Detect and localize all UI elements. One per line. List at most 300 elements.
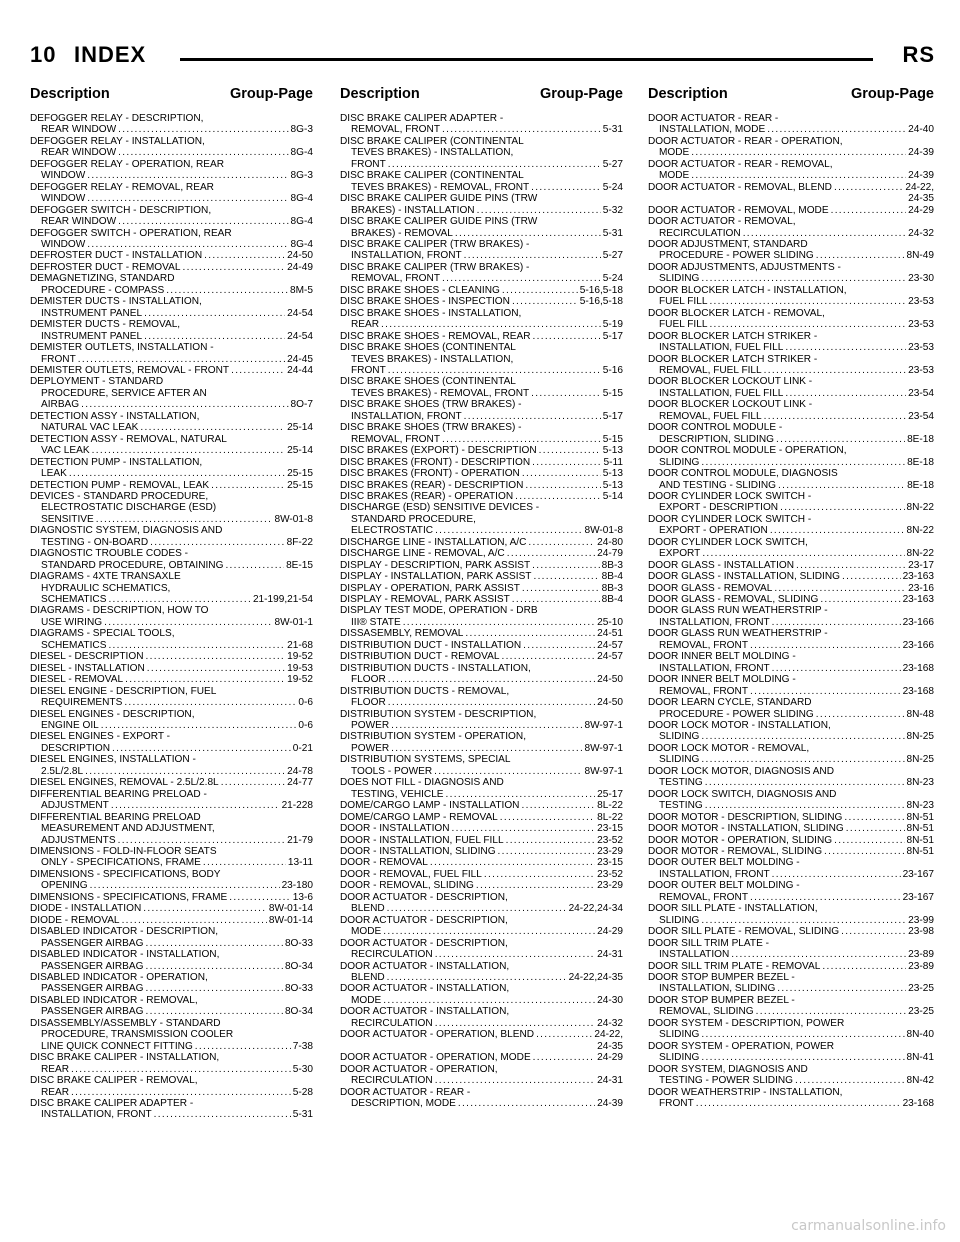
dot-leader <box>118 835 286 846</box>
entry-page-ref: 25-14 <box>287 422 313 434</box>
entry-first-line <box>648 812 934 823</box>
entry-page-ref: 8B-3 <box>601 559 623 571</box>
entry-first-line <box>340 571 623 582</box>
entry-continuation-line <box>30 1029 313 1040</box>
entry-page-ref: 8N-51 <box>906 823 934 835</box>
dot-leader <box>147 663 285 674</box>
entry-first-line <box>648 674 934 685</box>
entry-first-line <box>30 674 313 685</box>
entry-continuation-line <box>30 594 313 605</box>
entry-page-ref: 25-10 <box>597 616 623 628</box>
dot-leader <box>166 285 288 296</box>
entry-page-ref: 8E-18 <box>907 433 934 445</box>
entry-continuation-line <box>648 663 934 674</box>
entry-page-ref: 8O-34 <box>284 960 313 972</box>
entry-continuation-line <box>648 124 934 135</box>
index-entry <box>30 892 313 903</box>
entry-continuation-line <box>340 124 623 135</box>
entry-first-line <box>30 789 313 800</box>
entry-page-ref: 24-80 <box>597 536 623 548</box>
dot-leader <box>391 743 582 754</box>
entry-first-line <box>340 331 623 342</box>
entry-continuation-line <box>648 319 934 330</box>
entry-continuation-line <box>30 537 313 548</box>
entry-first-line <box>340 709 623 720</box>
entry-continuation-line <box>340 159 623 170</box>
entry-first-line <box>648 1041 934 1052</box>
entry-first-line <box>648 205 934 216</box>
entry-page-ref: 24-22, <box>594 1029 623 1041</box>
index-entry <box>340 731 623 754</box>
entry-first-line <box>340 560 623 571</box>
index-entry <box>648 285 934 308</box>
entry-first-line <box>648 605 934 616</box>
entry-first-line <box>648 972 934 983</box>
entry-first-line <box>340 628 623 639</box>
index-entry <box>30 674 313 685</box>
entry-text: FRONT <box>41 353 76 365</box>
entry-page-ref: 8O-33 <box>284 983 313 995</box>
dot-leader <box>446 789 596 800</box>
index-entry <box>340 216 623 239</box>
entry-text: RECIRCULATION <box>351 1075 433 1087</box>
index-entry <box>30 136 313 159</box>
entry-continuation-line <box>648 1075 934 1086</box>
entry-page-ref: 8N-23 <box>906 800 934 812</box>
index-entry <box>30 113 313 136</box>
entry-first-line <box>30 548 313 559</box>
index-entry <box>30 491 313 525</box>
entry-text: FUEL FILL <box>659 296 708 308</box>
index-entry <box>340 1064 623 1087</box>
entry-page-ref: 8L-22 <box>597 800 623 812</box>
dot-leader <box>536 1029 592 1040</box>
entry-first-line <box>648 926 934 937</box>
group-page-header: Group-Page <box>851 86 934 102</box>
entry-page-ref: 8G-3 <box>290 124 313 136</box>
entry-text: DISC BRAKES (REAR) - OPERATION <box>340 490 514 502</box>
entry-continuation-line <box>30 422 313 433</box>
entry-text: DOOR LOCK MOTOR, DIAGNOSIS AND <box>648 765 835 777</box>
dot-leader <box>844 812 904 823</box>
index-entry <box>30 319 313 342</box>
entry-text: DOOR ACTUATOR - REAR - <box>340 1086 471 1098</box>
entry-text: PROCEDURE, SERVICE AFTER AN <box>41 387 207 399</box>
entry-text: DOOR - REMOVAL <box>340 857 428 869</box>
index-entry <box>648 926 934 937</box>
index-entry <box>30 548 313 571</box>
dot-leader <box>822 961 906 972</box>
index-entry <box>648 205 934 216</box>
entry-text: MEASUREMENT AND ADJUSTMENT, <box>41 823 215 835</box>
dot-leader <box>111 800 280 811</box>
entry-page-ref: 23-25 <box>908 1006 934 1018</box>
entry-text: DOOR WEATHERSTRIP - INSTALLATION, <box>648 1086 843 1098</box>
entry-first-line <box>340 823 623 834</box>
entry-continuation-line <box>648 411 934 422</box>
entry-first-line <box>30 949 313 960</box>
entry-page-ref: 24-78 <box>287 765 313 777</box>
entry-continuation-line <box>340 525 623 536</box>
dot-leader <box>388 674 595 685</box>
dot-leader <box>701 754 904 765</box>
entry-first-line <box>340 605 623 616</box>
entry-text: DISABLED INDICATOR - REMOVAL, <box>30 994 198 1006</box>
entry-text: DOOR GLASS RUN WEATHERSTRIP - <box>648 628 828 640</box>
entry-text: REMOVAL, FUEL FILL <box>659 410 762 422</box>
index-entry <box>30 995 313 1018</box>
entry-text: ADJUSTMENT <box>41 800 109 812</box>
entry-page-ref: 5-16,5-18 <box>579 296 623 308</box>
entry-first-line <box>30 846 313 857</box>
entry-text: DOOR ACTUATOR - INSTALLATION, <box>340 960 510 972</box>
entry-continuation-line <box>648 640 934 651</box>
entry-text: REMOVAL, FRONT <box>351 433 440 445</box>
entry-first-line <box>340 548 623 559</box>
dot-leader <box>144 331 285 342</box>
entry-continuation-line <box>648 731 934 742</box>
entry-text: DOOR BLOCKER LATCH STRIKER - <box>648 353 818 365</box>
entry-first-line <box>30 376 313 387</box>
entry-first-line <box>648 491 934 502</box>
index-entry <box>648 812 934 823</box>
dot-leader <box>816 709 905 720</box>
entry-continuation-line <box>340 228 623 239</box>
entry-text: DEMISTER OUTLETS, INSTALLATION - <box>30 342 214 354</box>
entry-text: DISTRIBUTION DUCTS - REMOVAL, <box>340 685 510 697</box>
index-entry <box>648 1064 934 1087</box>
entry-text: ENGINE OIL <box>41 720 99 732</box>
entry-text: DISSASEMBLY, REMOVAL <box>340 628 464 640</box>
entry-first-line <box>340 399 623 410</box>
entry-first-line <box>648 583 934 594</box>
description-header: Description <box>340 86 420 102</box>
entry-page-ref: 8W-01-8 <box>584 525 623 537</box>
entry-text: DOOR CONTROL MODULE - OPERATION, <box>648 445 847 457</box>
index-entry <box>30 273 313 296</box>
dot-leader <box>125 674 285 685</box>
entry-first-line <box>648 285 934 296</box>
entry-first-line <box>648 594 934 605</box>
entry-page-ref: 25-15 <box>287 468 313 480</box>
entry-page-ref: 24-30 <box>597 994 623 1006</box>
entry-first-line <box>340 296 623 307</box>
entry-continuation-line <box>648 365 934 376</box>
entry-first-line <box>30 296 313 307</box>
dot-leader <box>767 124 906 135</box>
entry-page-ref: 24-39 <box>908 170 934 182</box>
entry-page-ref: 8W-01-14 <box>268 903 313 915</box>
entry-text: DOME/CARGO LAMP - INSTALLATION <box>340 800 520 812</box>
entry-page-ref: 23-89 <box>908 949 934 961</box>
entry-page-ref: 23-53 <box>908 296 934 308</box>
entry-first-line <box>30 491 313 502</box>
entry-text: DOOR MOTOR - INSTALLATION, SLIDING <box>648 823 844 835</box>
index-entry <box>340 491 623 502</box>
dot-leader <box>87 193 288 204</box>
entry-text: AND TESTING - SLIDING <box>659 479 777 491</box>
entry-first-line <box>340 857 623 868</box>
index-entry <box>30 228 313 251</box>
entry-text: DISC BRAKE CALIPER (CONTINENTAL <box>340 135 524 147</box>
entry-text: DOOR - REMOVAL, FUEL FILL <box>340 868 482 880</box>
entry-text: DIAGNOSTIC TROUBLE CODES - <box>30 548 188 560</box>
entry-first-line <box>648 445 934 456</box>
entry-continuation-line <box>30 468 313 479</box>
entry-continuation-line <box>340 674 623 685</box>
entry-text: DISC BRAKE CALIPER (TRW BRAKES) - <box>340 261 530 273</box>
entry-page-ref: 24-31 <box>597 1075 623 1087</box>
entry-text: DOOR MOTOR - OPERATION, SLIDING <box>648 834 833 846</box>
dot-leader <box>442 124 601 135</box>
entry-text: DOOR CONTROL MODULE, DIAGNOSIS <box>648 468 838 480</box>
entry-page-ref: 23-54 <box>908 410 934 422</box>
index-entry <box>30 754 313 777</box>
index-column-2 <box>340 86 623 1109</box>
entry-text: SLIDING <box>659 456 700 468</box>
entry-first-line <box>340 983 623 994</box>
entry-text: DISABLED INDICATOR - DESCRIPTION, <box>30 926 219 938</box>
entry-text: DIODE - REMOVAL <box>30 914 120 926</box>
entry-text: ELECTROSTATIC DISCHARGE (ESD) <box>41 502 217 514</box>
dot-leader <box>118 124 288 135</box>
entry-page-ref: 24-50 <box>597 697 623 709</box>
entry-text: DOOR BLOCKER LATCH STRIKER - <box>648 330 818 342</box>
entry-first-line <box>648 514 934 525</box>
entry-continuation-line <box>30 857 313 868</box>
index-entry <box>340 445 623 456</box>
entry-first-line <box>340 892 623 903</box>
entry-text: BLEND <box>351 903 385 915</box>
dot-leader <box>442 434 601 445</box>
entry-first-line <box>648 113 934 124</box>
dot-leader <box>477 205 601 216</box>
entry-first-line <box>30 995 313 1006</box>
entry-text: DESCRIPTION, MODE <box>351 1097 456 1109</box>
entry-text: DOOR ACTUATOR - OPERATION, MODE <box>340 1052 531 1064</box>
dot-leader <box>92 445 286 456</box>
dot-leader <box>521 800 595 811</box>
entry-page-ref: 23-16 <box>908 582 934 594</box>
entry-page-ref: 23-53 <box>908 319 934 331</box>
entry-text: DEFROSTER DUCT - INSTALLATION <box>30 250 203 262</box>
entry-page-ref: 5-31 <box>292 1109 313 1121</box>
entry-continuation-line <box>340 434 623 445</box>
index-entry <box>648 445 934 468</box>
entry-text: REMOVAL, SLIDING <box>659 1006 754 1018</box>
entry-page-ref: 5-11 <box>603 456 623 468</box>
entry-text: DEMISTER OUTLETS, REMOVAL - FRONT <box>30 364 230 376</box>
entry-first-line <box>340 445 623 456</box>
index-entry <box>648 514 934 537</box>
entry-page-ref: 8B-4 <box>601 571 623 583</box>
entry-page-ref: 5-13 <box>602 445 623 457</box>
entry-page-ref: 23-17 <box>908 559 934 571</box>
entry-first-line <box>648 995 934 1006</box>
entry-continuation-line <box>340 1098 623 1109</box>
index-entry <box>340 296 623 307</box>
entry-first-line <box>30 972 313 983</box>
entry-text: ADJUSTMENTS <box>41 834 116 846</box>
dot-leader <box>381 319 601 330</box>
entry-continuation-line <box>648 709 934 720</box>
entry-text: DIAGRAMS - SPECIAL TOOLS, <box>30 628 175 640</box>
entry-text: DOOR LEARN CYCLE, STANDARD <box>648 697 812 709</box>
dot-leader <box>525 480 600 491</box>
entry-text: DISCHARGE LINE - REMOVAL, A/C <box>340 548 505 560</box>
entry-first-line <box>340 216 623 227</box>
entry-page-ref: 23-163 <box>902 594 934 606</box>
dot-leader <box>539 445 601 456</box>
entry-text: INSTRUMENT PANEL <box>41 307 143 319</box>
entry-text: DOOR ADJUSTMENT, STANDARD <box>648 238 808 250</box>
entry-continuation-line <box>648 250 934 261</box>
index-entry <box>648 537 934 560</box>
entry-page-ref: 8O-34 <box>284 1006 313 1018</box>
index-entry <box>30 663 313 674</box>
dot-leader <box>816 250 905 261</box>
entry-continuation-line <box>648 388 934 399</box>
entry-page-ref: 24-40 <box>908 124 934 136</box>
entry-page-ref: 8N-22 <box>906 502 934 514</box>
dot-leader <box>195 1041 291 1052</box>
entry-continuation-line <box>340 972 623 983</box>
entry-text: TESTING - ON-BOARD <box>41 536 149 548</box>
entry-first-line <box>30 228 313 239</box>
entry-text: DOOR GLASS - INSTALLATION <box>648 559 795 571</box>
entry-text: INSTALLATION, FUEL FILL <box>659 387 784 399</box>
entry-text: DISPLAY TEST MODE, OPERATION - DRB <box>340 605 538 617</box>
index-entry <box>30 686 313 709</box>
dot-leader <box>464 250 601 261</box>
entry-continuation-line <box>30 583 313 594</box>
entry-continuation-line <box>340 147 623 158</box>
entry-page-ref: 23-98 <box>908 926 934 938</box>
entry-text: DISC BRAKE CALIPER GUIDE PINS (TRW <box>340 193 538 205</box>
entry-page-ref: 5-15 <box>602 387 623 399</box>
entry-text: FLOOR <box>351 697 386 709</box>
entry-first-line <box>648 628 934 639</box>
entry-first-line <box>648 743 934 754</box>
dot-leader <box>101 720 297 731</box>
index-entry <box>340 548 623 559</box>
dot-leader <box>531 182 601 193</box>
dot-leader <box>533 331 601 342</box>
index-entry <box>30 205 313 228</box>
entry-first-line <box>648 262 934 273</box>
entry-page-ref: 23-30 <box>908 273 934 285</box>
dot-leader <box>705 800 905 811</box>
entry-page-ref: 24-49 <box>287 261 313 273</box>
entry-continuation-line <box>30 388 313 399</box>
entry-text: DISC BRAKE SHOES (TRW BRAKES) - <box>340 399 522 411</box>
entry-first-line <box>340 651 623 662</box>
index-entry <box>648 468 934 491</box>
entry-continuation-line <box>30 216 313 227</box>
dot-leader <box>523 640 595 651</box>
entry-continuation-line <box>648 480 934 491</box>
entry-text: DOOR ADJUSTMENTS, ADJUSTMENTS - <box>648 261 841 273</box>
entry-continuation-line <box>30 983 313 994</box>
dot-leader <box>388 697 595 708</box>
entry-first-line <box>648 789 934 800</box>
dot-leader <box>774 583 906 594</box>
entry-text: DEFOGGER RELAY - DESCRIPTION, <box>30 113 204 124</box>
entry-text: DIODE - INSTALLATION <box>30 903 142 915</box>
entry-continuation-line <box>648 273 934 284</box>
entry-text: MODE <box>659 147 690 159</box>
entry-text: DOOR ACTUATOR - REMOVAL, <box>648 216 796 228</box>
entry-page-ref: 24-22,24-35 <box>568 971 623 983</box>
entry-continuation-line <box>30 331 313 342</box>
index-entry <box>30 812 313 846</box>
index-entry <box>648 903 934 926</box>
index-entry <box>340 571 623 582</box>
entry-text: DISASSEMBLY/ASSEMBLY - STANDARD <box>30 1017 221 1029</box>
index-entry <box>648 605 934 628</box>
entry-page-ref: 8N-22 <box>906 525 934 537</box>
entry-page-ref: 8B-4 <box>601 594 623 606</box>
entry-first-line <box>340 457 623 468</box>
index-entry <box>30 434 313 457</box>
entry-continuation-line <box>648 1029 934 1040</box>
entry-first-line <box>30 1075 313 1086</box>
index-entry <box>30 376 313 410</box>
index-entry <box>340 663 623 686</box>
entry-page-ref: 24-79 <box>597 548 623 560</box>
index-entry <box>648 594 934 605</box>
entry-text: REAR <box>351 319 380 331</box>
entry-text: DEMISTER DUCTS - REMOVAL, <box>30 319 181 331</box>
entry-text: DETECTION ASSY - REMOVAL, NATURAL <box>30 433 227 445</box>
entry-first-line <box>648 823 934 834</box>
entry-page-ref: 8N-48 <box>906 708 934 720</box>
entry-first-line <box>648 880 934 891</box>
entry-first-line <box>340 342 623 353</box>
index-entry <box>30 949 313 972</box>
index-entry <box>648 113 934 136</box>
entry-text: DISC BRAKE SHOES - INSTALLATION, <box>340 307 522 319</box>
entry-continuation-line <box>30 1109 313 1120</box>
entry-text: DISC BRAKES (EXPORT) - DESCRIPTION <box>340 445 537 457</box>
index-entry <box>648 491 934 514</box>
dot-leader <box>709 296 906 307</box>
entry-continuation-line <box>648 777 934 788</box>
entry-page-ref: 24-54 <box>287 307 313 319</box>
dot-leader <box>465 628 595 639</box>
entry-page-ref: 8W-97-1 <box>584 742 623 754</box>
entry-text: INSTALLATION <box>659 949 730 961</box>
entry-first-line <box>340 686 623 697</box>
dot-leader <box>772 617 901 628</box>
entry-text: SLIDING <box>659 1052 700 1064</box>
entry-page-ref: 8B-3 <box>601 582 623 594</box>
dot-leader <box>776 434 905 445</box>
index-entry <box>648 880 934 903</box>
index-entry <box>648 823 934 834</box>
entry-text: DOOR BLOCKER LOCKOUT LINK - <box>648 399 813 411</box>
entry-first-line <box>30 663 313 674</box>
entry-first-line <box>340 812 623 823</box>
entry-page-ref-continued: 24-35 <box>597 1040 623 1052</box>
entry-page-ref: 8G-4 <box>290 238 313 250</box>
entry-continuation-line <box>648 686 934 697</box>
index-entry <box>648 308 934 331</box>
dot-leader <box>85 766 285 777</box>
entry-text: DIAGRAMS - 4XTE TRANSAXLE <box>30 571 181 583</box>
index-entry <box>340 422 623 445</box>
entry-text: DOOR ACTUATOR - INSTALLATION, <box>340 983 510 995</box>
